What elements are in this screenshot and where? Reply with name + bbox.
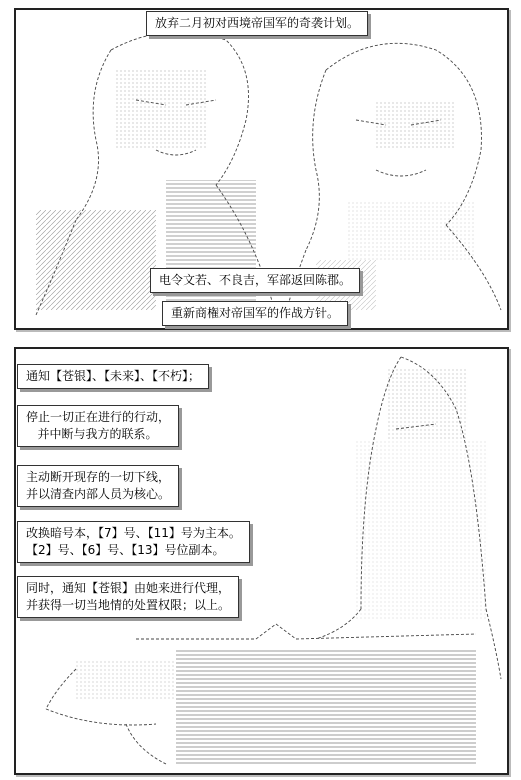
caption-bottom-4: 改换暗号本，【7】号、【11】号为主本。 【2】号、【6】号、【13】号位副本。 — [17, 521, 250, 563]
caption-top-1: 放弃二月初对西境帝国军的奇袭计划。 — [146, 11, 368, 36]
caption-bottom-1: 通知【苍银】、【未来】、【不朽】； — [17, 364, 209, 389]
caption-bottom-5: 同时，通知【苍银】由她来进行代理， 并获得一切当地情的处置权限；以上。 — [17, 576, 239, 618]
caption-bottom-2: 停止一切正在进行的行动， 并中断与我方的联系。 — [17, 405, 179, 447]
caption-top-2: 电令文若、不良吉，军部返回陈郡。 — [150, 268, 360, 293]
caption-bottom-3: 主动断开现存的一切下线， 并以清查内部人员为核心。 — [17, 465, 179, 507]
caption-top-3: 重新商権对帝国军的作战方针。 — [162, 301, 348, 326]
